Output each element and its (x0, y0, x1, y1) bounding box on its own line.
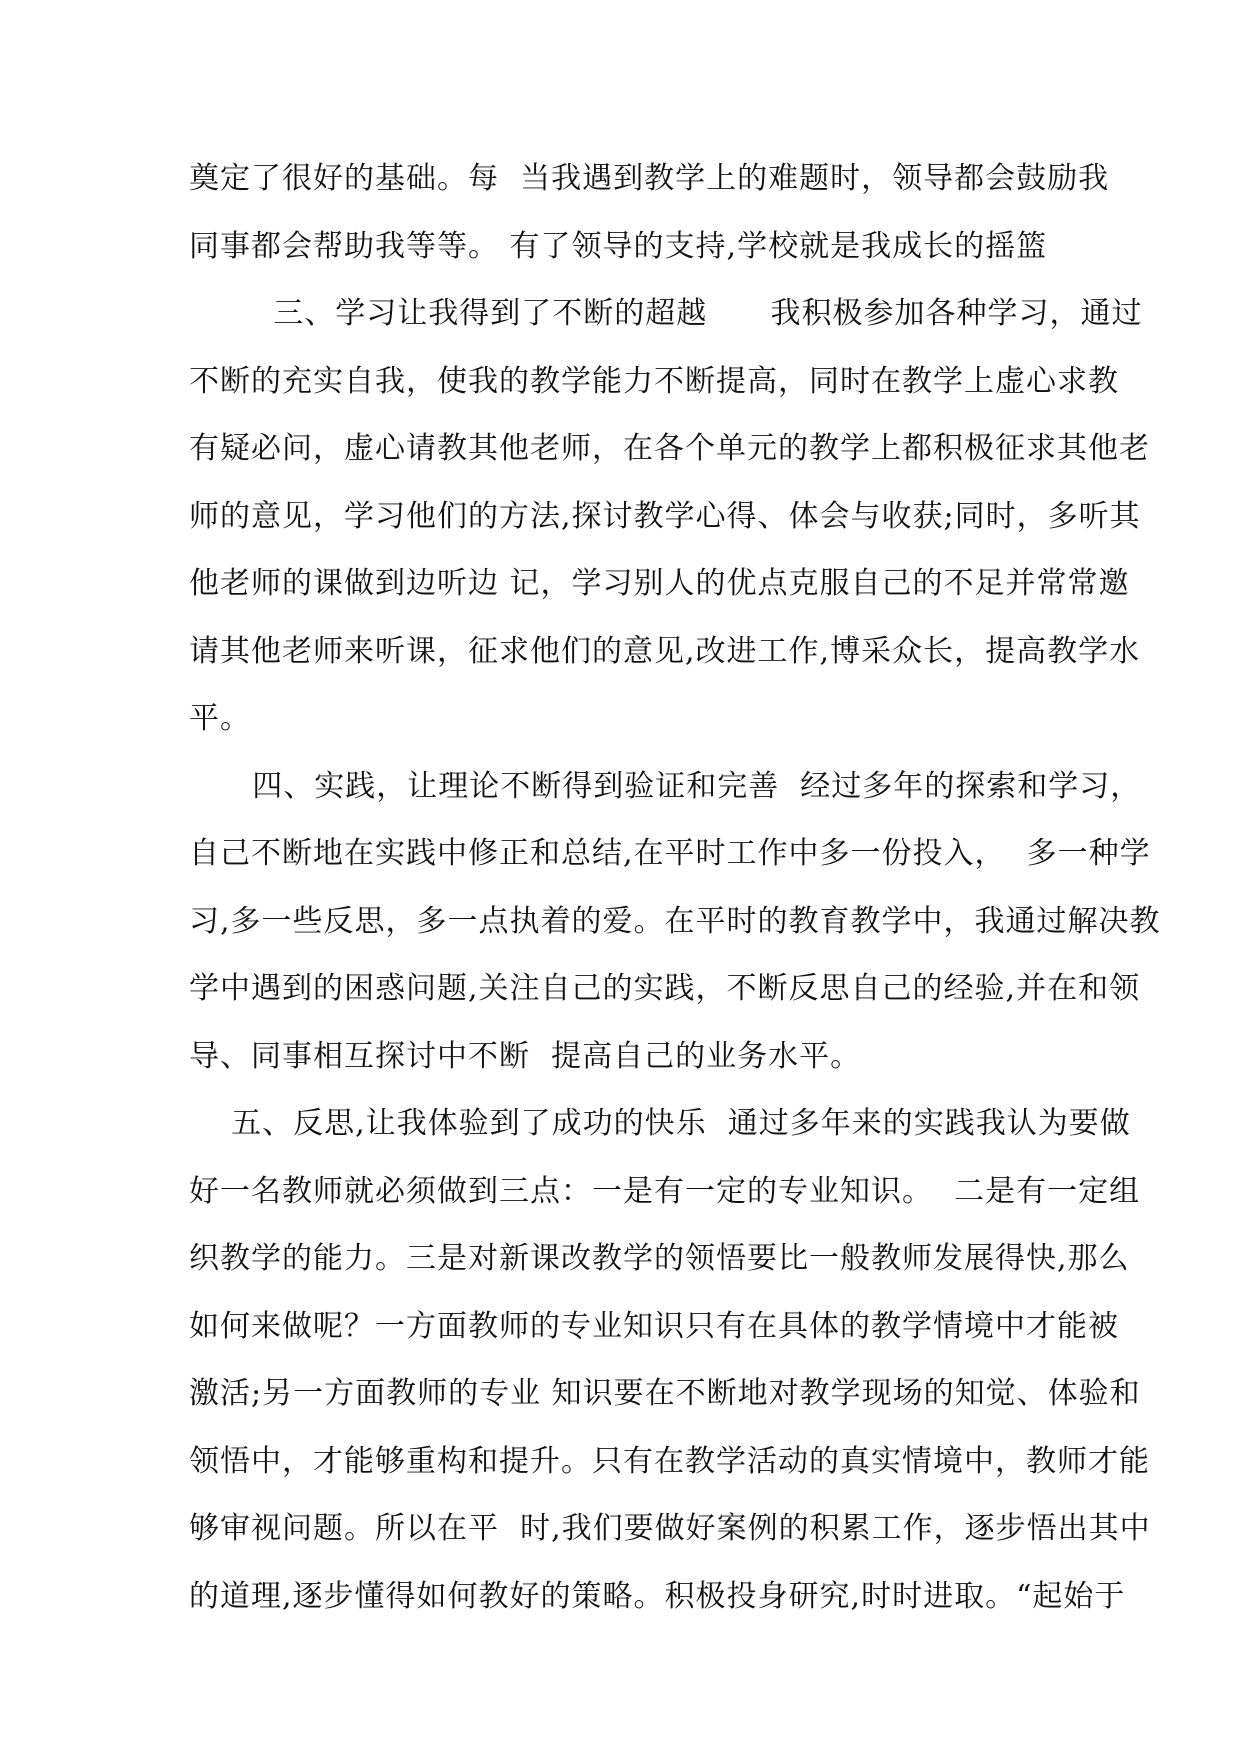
text-line: 不断的充实自我，使我的教学能力不断提高，同时在教学上虚心求教 (189, 363, 1119, 399)
text-line: 导、同事相互探讨中不断 提高自己的业务水平。 (189, 1038, 862, 1074)
text-line: 平。 (189, 701, 251, 736)
text-line: 激活;另一方面教师的专业 知识要在不断地对教学现场的知觉、体验和 (189, 1376, 1141, 1411)
text-line: 请其他老师来听课，征求他们的意见,改进工作,博采众长，提高教学水 (189, 633, 1141, 669)
text-line: 有疑必问，虚心请教其他老师，在各个单元的教学上都积极征求其他老 (189, 431, 1150, 466)
text-line: 够审视问题。所以在平 时,我们要做好案例的积累工作，逐步悟出其中 (189, 1511, 1151, 1546)
body-text (189, 160, 1161, 1645)
text-line: 好一名教师就必须做到三点：一是有一定的专业知识。 二是有一定组 (189, 1173, 1141, 1209)
text-line: 师的意见，学习他们的方法,探讨教学心得、体会与收获;同时，多听其 (189, 498, 1141, 534)
text-line: 他老师的课做到边听边 记，学习别人的优点克服自己的不足并常常邀 (189, 566, 1130, 601)
section-heading-line: 四、实践，让理论不断得到验证和完善 经过多年的探索和学习， (189, 768, 1142, 804)
section-heading-line: 三、学习让我得到了不断的超越 我积极参加各种学习，通过 (189, 296, 1143, 331)
text-line: 如何来做呢？一方面教师的专业知识只有在具体的教学情境中才能被 (189, 1308, 1119, 1344)
text-line: 奠定了很好的基础。每 当我遇到教学上的难题时，领导都会鼓励我 (189, 161, 1110, 196)
text-line: 习,多一些反思，多一点执着的爱。在平时的教育教学中，我通过解决教 (189, 903, 1161, 939)
text-line: 的道理,逐步懂得如何教好的策略。积极投身研究,时时进取。“起始于 (189, 1578, 1126, 1614)
text-line: 领悟中，才能够重构和提升。只有在教学活动的真实情境中，教师才能 (189, 1443, 1150, 1479)
text-line: 织教学的能力。三是对新课改教学的领悟要比一般教师发展得快,那么 (189, 1241, 1130, 1276)
section-heading-line: 五、反思,让我体验到了成功的快乐 通过多年来的实践我认为要做 (189, 1106, 1131, 1141)
text-line: 学中遇到的困惑问题,关注自己的实践，不断反思自己的经验,并在和领 (189, 971, 1141, 1006)
text-line: 同事都会帮助我等等。 有了领导的支持,学校就是我成长的摇篮 (189, 228, 1048, 264)
text-line: 自己不断地在实践中修正和总结,在平时工作中多一份投入， 多一种学 (189, 836, 1151, 871)
